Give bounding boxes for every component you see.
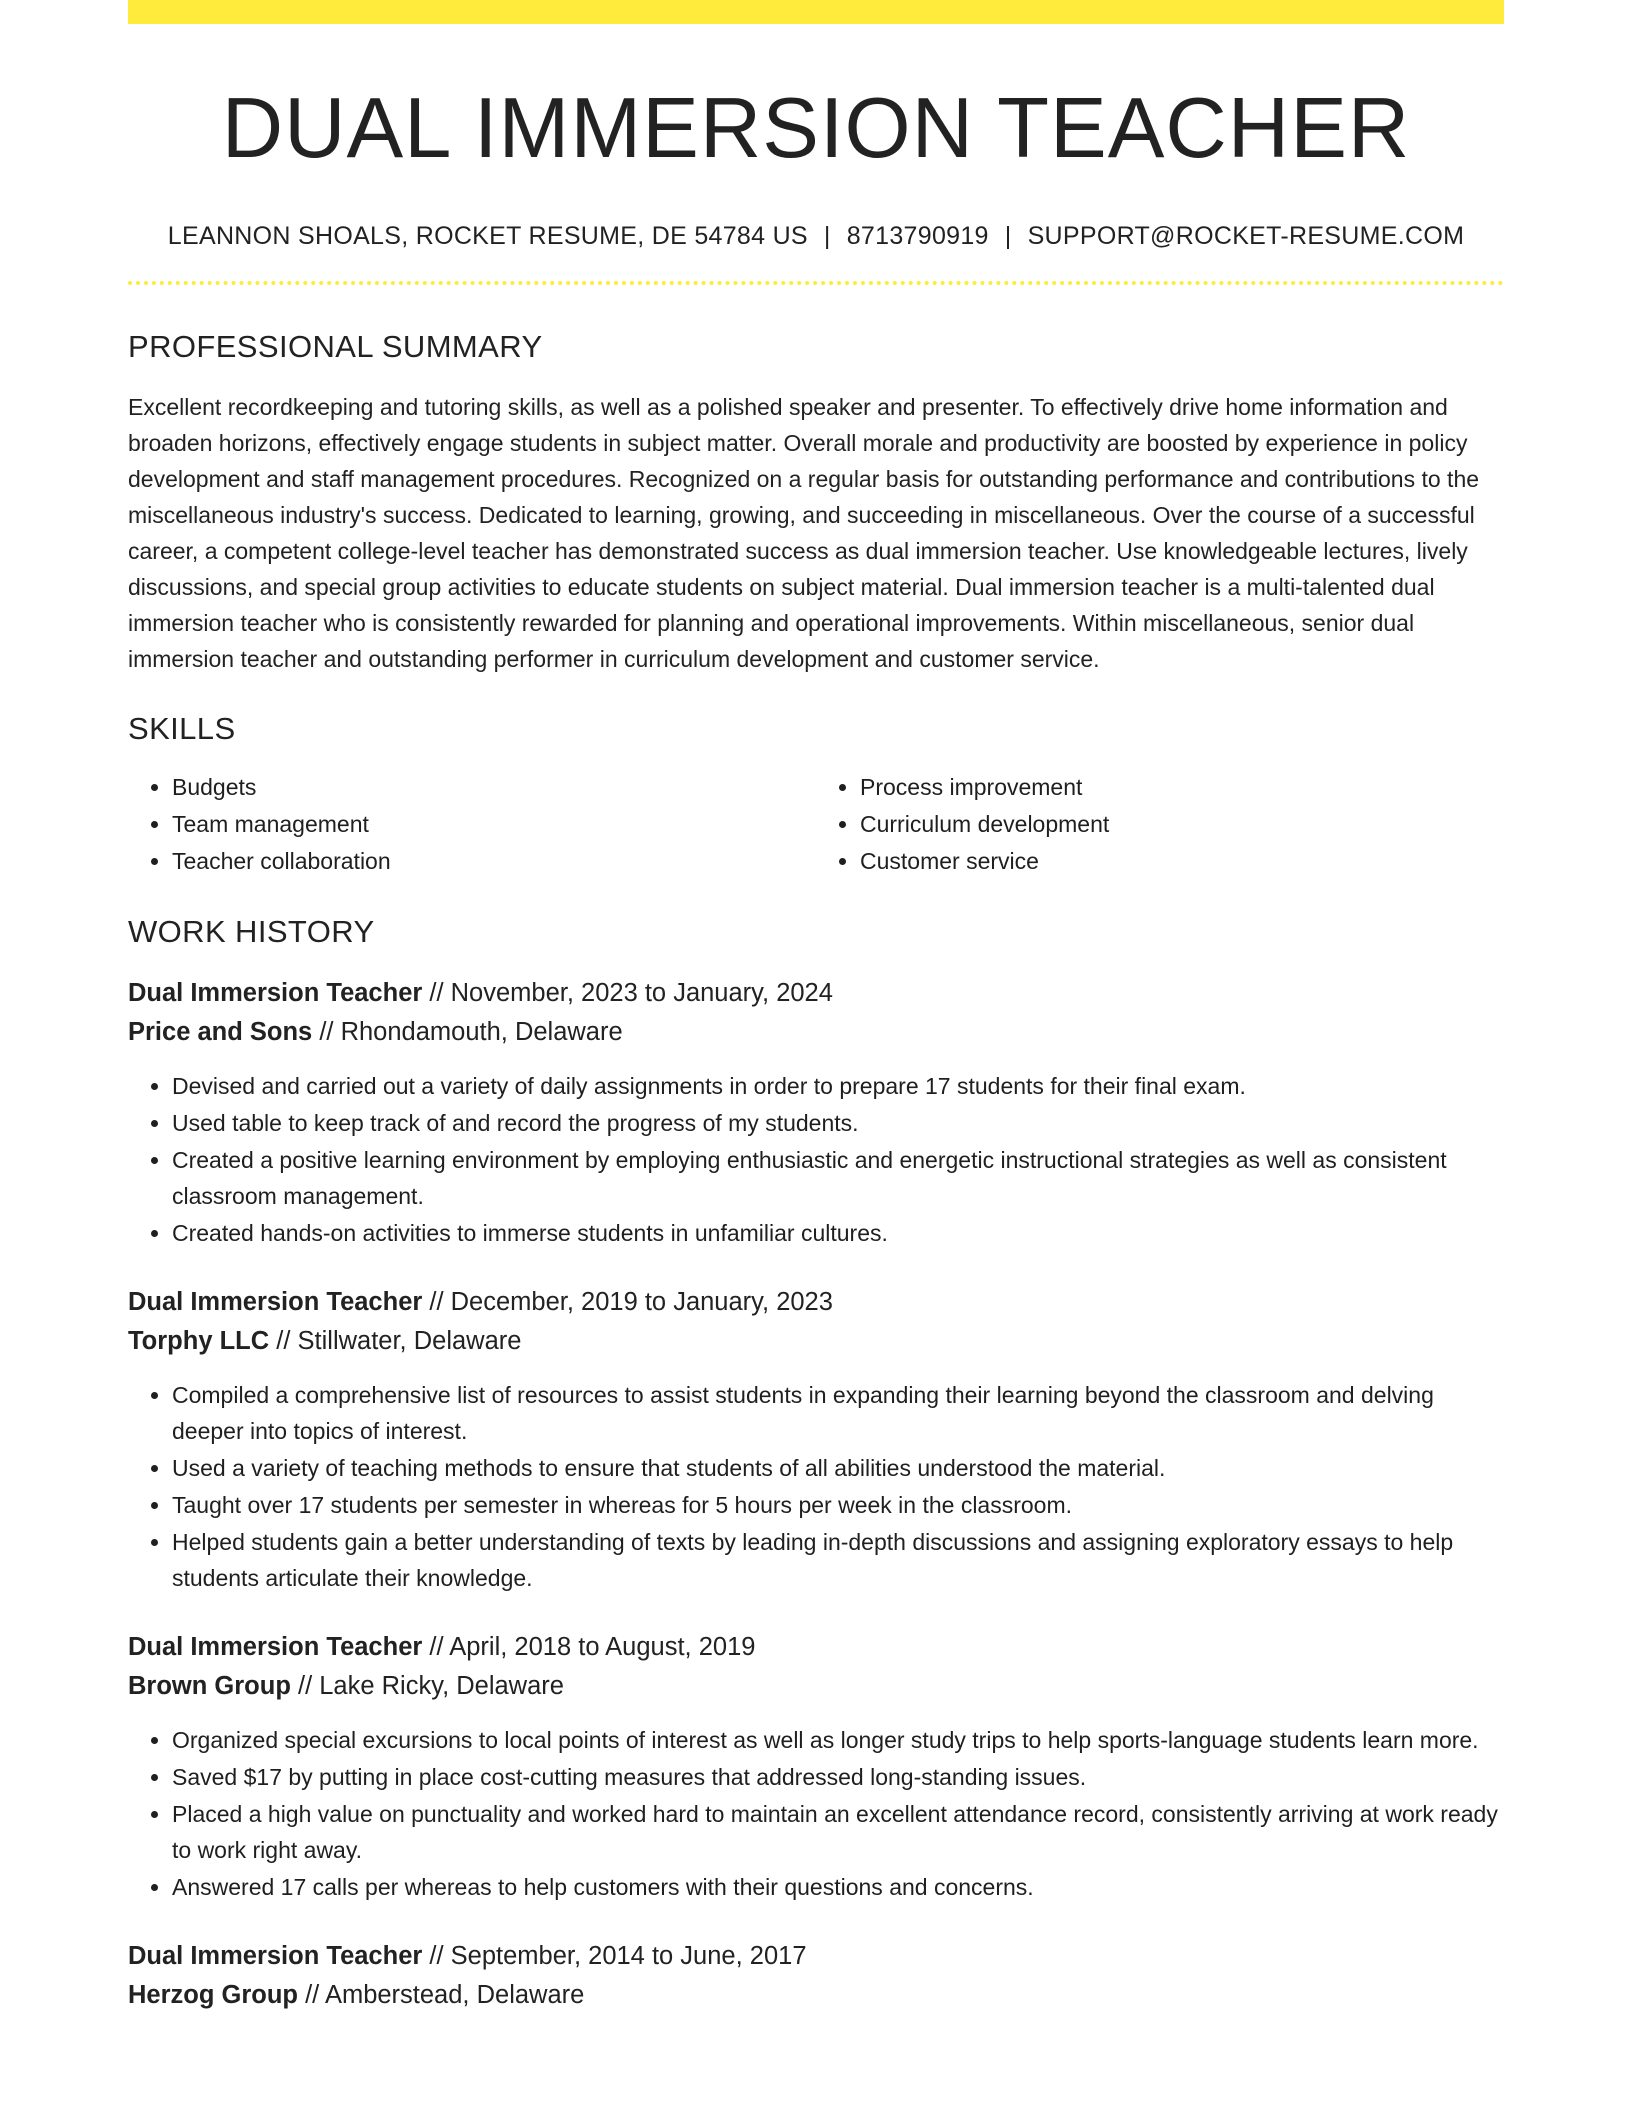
job-bullet: • Saved $17 by putting in place cost-cutting measures that addressed long-standing issues. [172, 1759, 1504, 1795]
job-company-line [128, 1976, 1504, 2015]
job-role: Dual Immersion Teacher [128, 1632, 423, 1661]
job-separator: // [422, 1941, 451, 1970]
job-bullet: • Devised and carried out a variety of daily assignments in order to prepare 17 students for their final exam. [172, 1068, 1504, 1104]
job-role-line [128, 1628, 1504, 1667]
job-separator: // [290, 1671, 320, 1700]
contact-address: LEANNON SHOALS, ROCKET RESUME, DE 54784 US [167, 221, 808, 250]
summary-text: Excellent recordkeeping and tutoring skills, as well as a polished speaker and presenter. To effectively drive home information and broaden horizons, effectively engage students in subject matter. Overall morale and productivity are boosted by experience in policy development and staff management procedures. Recognized on a regular basis for outstanding performance and contributions to the miscellaneous industry's success. Dedicated to learning, growing, and succeeding in miscellaneous. Over the course of a successful career, a competent college-level teacher has demonstrated success as dual immersion teacher. Use knowledgeable lectures, lively discussions, and special group activities to educate students on subject material. Dual immersion teacher is a multi-talented dual immersion teacher who is consistently rewarded for planning and operational improvements. Within miscellaneous, senior dual immersion teacher and outstanding performer in curriculum development and customer service. [128, 393, 1480, 672]
job-bullet: • Taught over 17 students per semester in whereas for 5 hours per week in the classroom. [172, 1487, 1504, 1523]
job-location: Lake Ricky, Delaware [319, 1671, 564, 1700]
job-dates: November, 2023 to January, 2024 [450, 978, 833, 1007]
job-company: Brown Group [128, 1671, 291, 1700]
job-separator: // [422, 1287, 451, 1316]
skill-item: • Customer service [860, 843, 1504, 880]
job-separator: // [422, 978, 451, 1007]
job-company-line [128, 1013, 1504, 1052]
job-bullet: • Placed a high value on punctuality and worked hard to maintain an excellent attendance record, consistently arriving at work ready to work right away. [172, 1796, 1504, 1868]
job-dates: September, 2014 to June, 2017 [450, 1941, 807, 1970]
contact-phone: 8713790919 [846, 221, 989, 250]
job-bullet: • Helped students gain a better understanding of texts by leading in-depth discussions and assigning exploratory essays to help students articulate their knowledge. [172, 1524, 1504, 1596]
job-company-line [128, 1322, 1504, 1361]
job-entry [128, 1937, 1504, 2015]
job-bullet: • Created hands-on activities to immerse students in unfamiliar cultures. [172, 1215, 1504, 1251]
job-role: Dual Immersion Teacher [128, 1287, 423, 1316]
contact-email: SUPPORT@ROCKET-RESUME.COM [1027, 221, 1465, 250]
job-company: Price and Sons [128, 1017, 313, 1046]
job-location: Amberstead, Delaware [324, 1980, 585, 2009]
contact-separator: | [1004, 221, 1012, 250]
job-bullet: • Compiled a comprehensive list of resources to assist students in expanding their learning beyond the classroom and delving deeper into topics of interest. [172, 1377, 1504, 1449]
job-bullet: • Used table to keep track of and record the progress of my students. [172, 1105, 1504, 1141]
job-bullet: • Answered 17 calls per whereas to help customers with their questions and concerns. [172, 1869, 1504, 1905]
section-title-summary: PROFESSIONAL SUMMARY [128, 328, 543, 364]
resume-page [128, 0, 1504, 2015]
job-bullet: • Used a variety of teaching methods to ensure that students of all abilities understood the material. [172, 1450, 1504, 1486]
skills-grid [128, 769, 1504, 880]
skill-item: • Process improvement [860, 769, 1504, 806]
contact-line [128, 222, 1504, 251]
job-entry [128, 974, 1504, 1251]
work-history-section [128, 914, 1504, 2015]
professional-summary-section [128, 329, 1504, 677]
resume-title: DUAL IMMERSION TEACHER [221, 81, 1411, 176]
job-dates: April, 2018 to August, 2019 [449, 1632, 756, 1661]
job-role-line [128, 1937, 1504, 1976]
job-bullet: • Organized special excursions to local points of interest as well as longer study trips to help sports-language students learn more. [172, 1722, 1504, 1758]
skills-column-right [816, 769, 1504, 880]
job-role: Dual Immersion Teacher [128, 1941, 423, 1970]
skill-item: • Curriculum development [860, 806, 1504, 843]
job-bullets [128, 1722, 1504, 1905]
job-bullets [128, 1068, 1504, 1251]
job-role: Dual Immersion Teacher [128, 978, 423, 1007]
job-separator: // [312, 1017, 341, 1046]
job-dates: December, 2019 to January, 2023 [450, 1287, 833, 1316]
dotted-divider [128, 281, 1504, 285]
skills-column-left [128, 769, 816, 880]
skill-item: • Teacher collaboration [172, 843, 816, 880]
contact-separator: | [823, 221, 831, 250]
skills-section [128, 711, 1504, 880]
job-role-line [128, 974, 1504, 1013]
top-accent-bar [128, 0, 1504, 24]
job-separator: // [298, 1980, 325, 2009]
job-company-line [128, 1667, 1504, 1706]
job-bullet: • Created a positive learning environment by employing enthusiastic and energetic instructional strategies as well as consistent classroom management. [172, 1142, 1504, 1214]
job-company: Torphy LLC [128, 1326, 270, 1355]
job-entry [128, 1283, 1504, 1596]
skill-item: • Team management [172, 806, 816, 843]
job-entry [128, 1628, 1504, 1905]
job-role-line [128, 1283, 1504, 1322]
job-location: Stillwater, Delaware [297, 1326, 522, 1355]
job-bullets [128, 1377, 1504, 1596]
job-location: Rhondamouth, Delaware [340, 1017, 623, 1046]
section-title-work: WORK HISTORY [128, 913, 375, 949]
section-title-skills: SKILLS [128, 710, 236, 746]
job-separator: // [422, 1632, 450, 1661]
job-separator: // [269, 1326, 298, 1355]
job-company: Herzog Group [128, 1980, 298, 2009]
skill-item: • Budgets [172, 769, 816, 806]
